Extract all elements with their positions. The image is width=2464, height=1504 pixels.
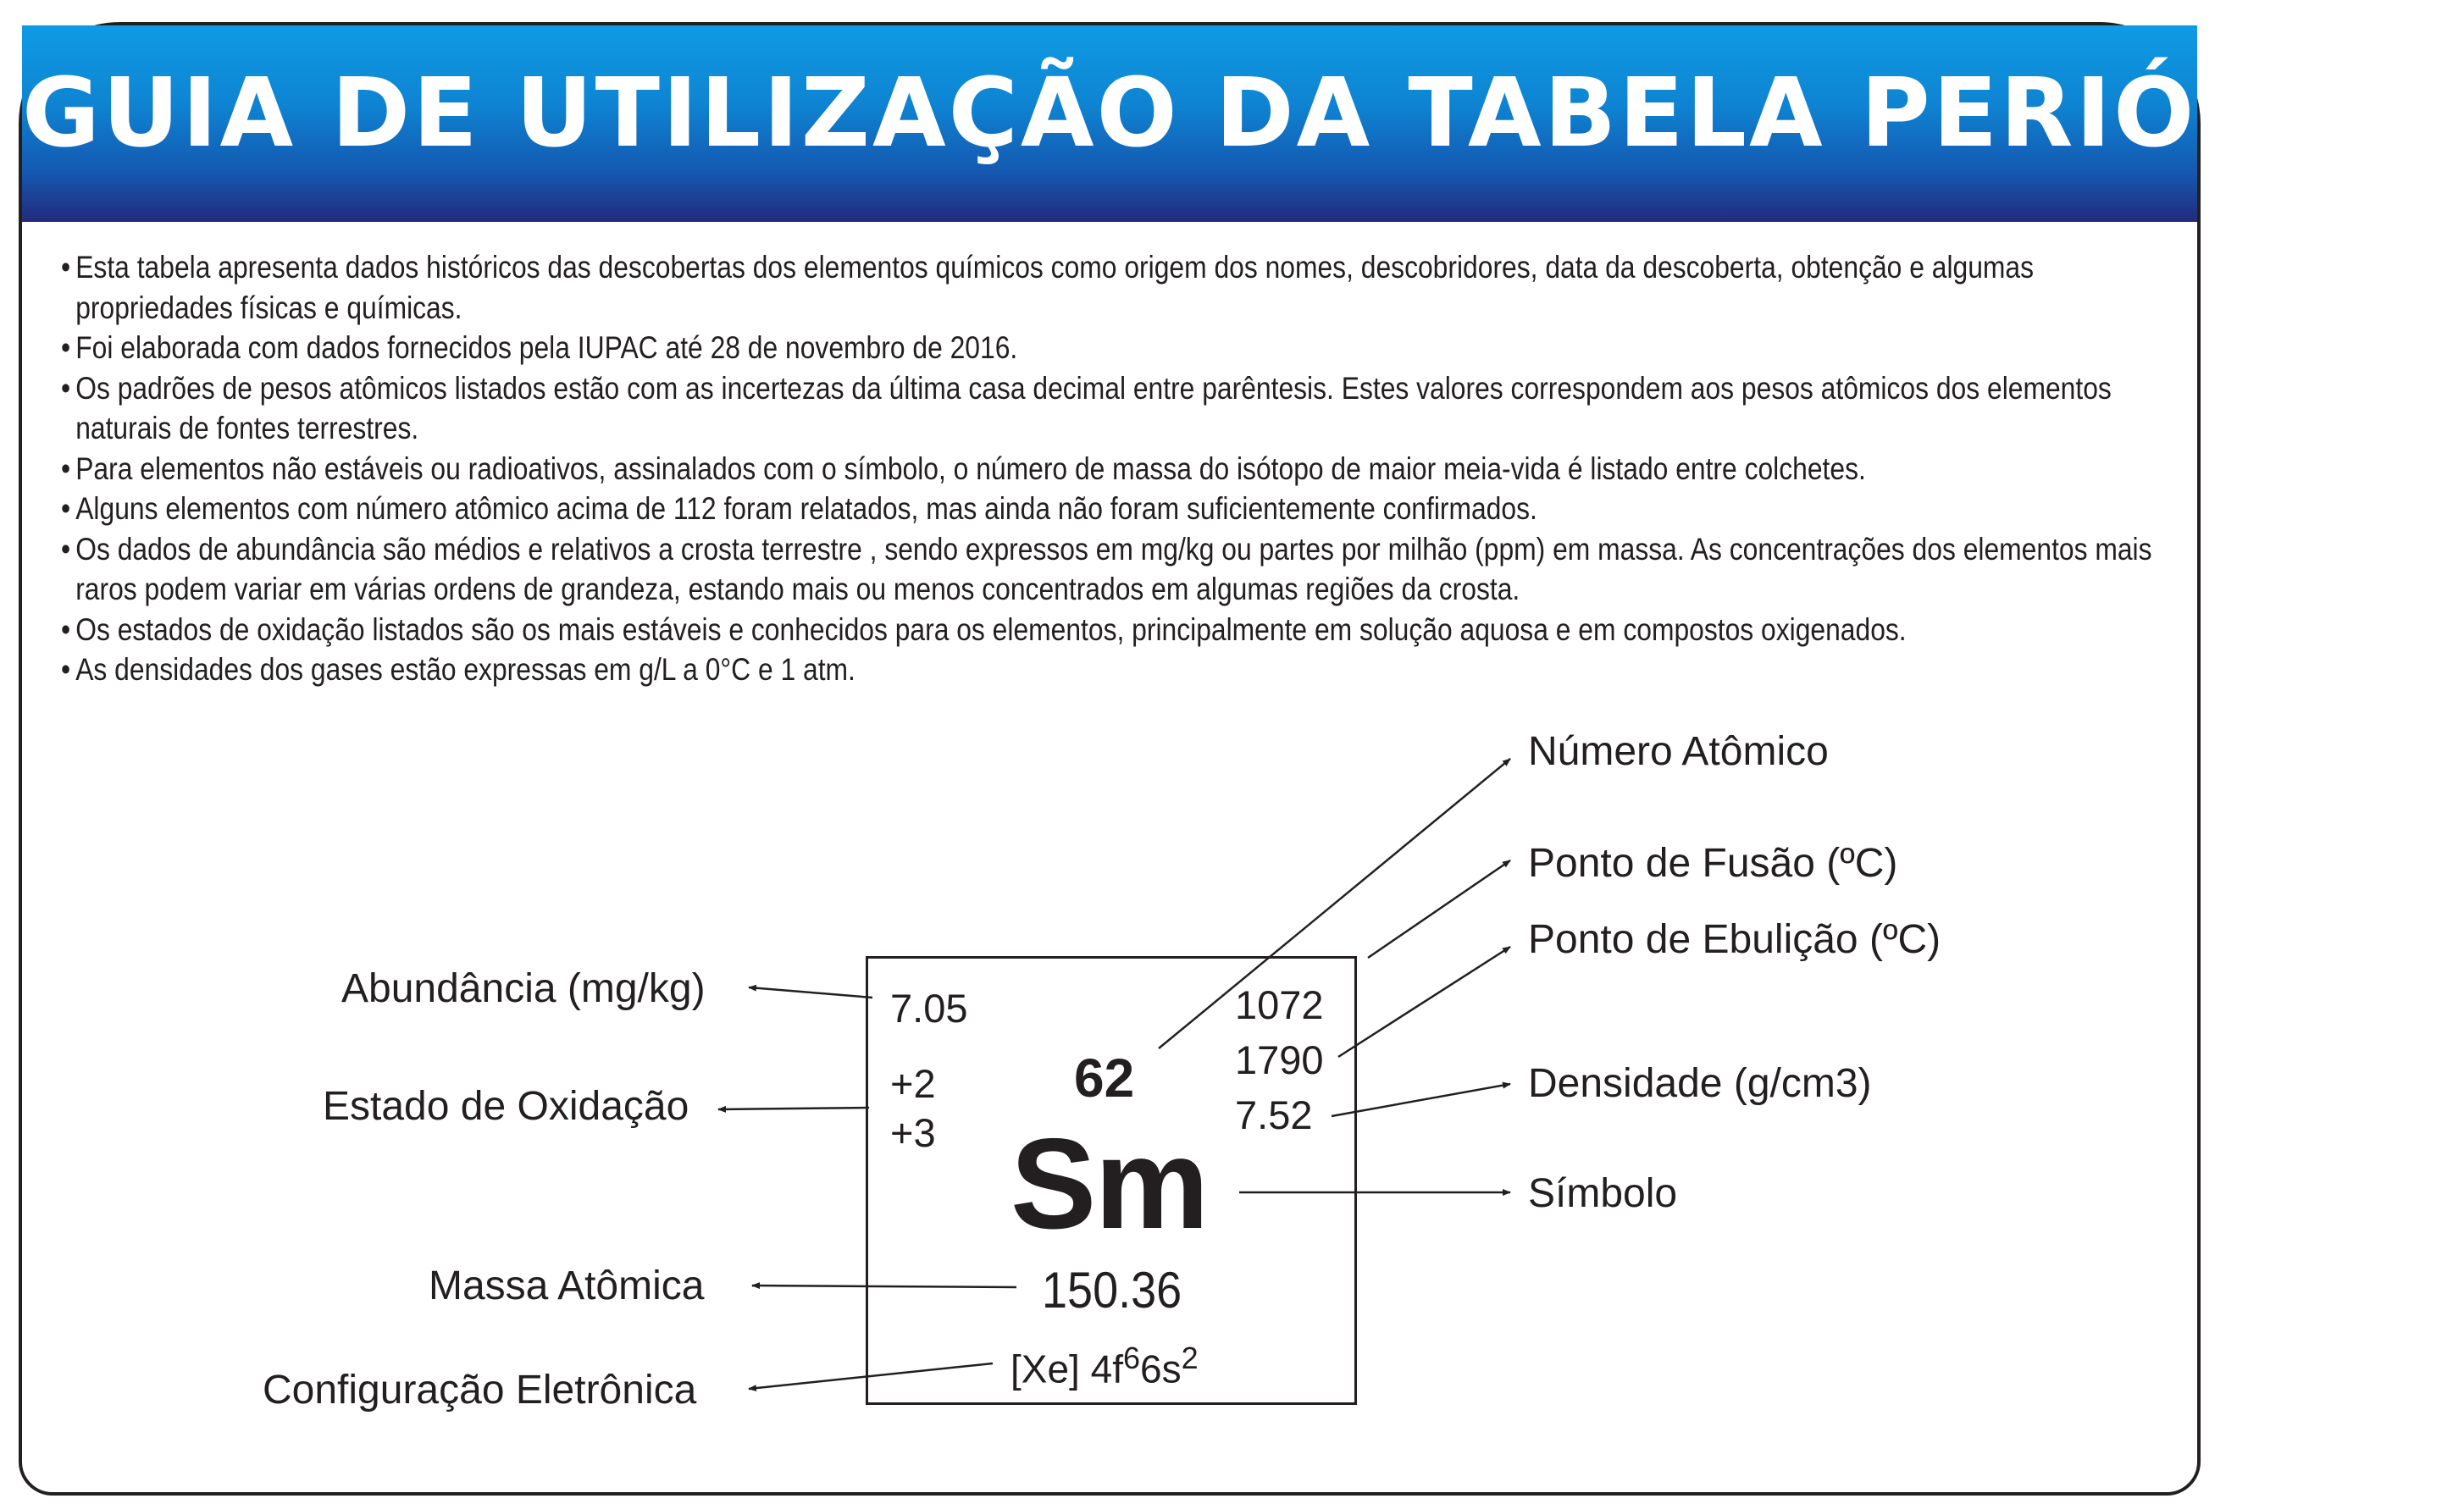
oxidation-state-1: +2 [890, 1061, 936, 1106]
melting-point-value: 1072 [1235, 982, 1324, 1027]
note-item: • Os padrões de pesos atômicos listados estão com as incertezas da última casa decimal entre parêntesis. Estes valores correspondem aos pesos atômicos dos elementos naturais de fontes terrestres. [61, 370, 2112, 445]
intro-notes [61, 247, 2162, 690]
density-value: 7.52 [1235, 1092, 1313, 1137]
atomic-mass-value: 150.36 [1042, 1262, 1182, 1319]
element-symbol: Sm [1011, 1112, 1208, 1256]
label-density: Densidade (g/cm3) [1528, 1061, 1872, 1106]
note-item: • Para elementos não estáveis ou radioativos, assinalados com o símbolo, o número de massa do isótopo de maior meia-vida é listado entre colchetes. [61, 451, 1866, 486]
label-oxidation-state: Estado de Oxidação [323, 1084, 689, 1129]
config-core: [Xe] 4f [1011, 1346, 1123, 1391]
oxidation-state-2: +3 [890, 1110, 936, 1155]
note-text: As densidades dos gases estão expressas em g/L a 0°C e 1 atm. [75, 652, 855, 687]
note-text: Esta tabela apresenta dados históricos das descobertas dos elementos químicos como origem dos nomes, descobridores, data da descoberta, obtenção e algumas propriedades físicas e químicas. [75, 250, 2035, 325]
boiling-point-value: 1790 [1235, 1037, 1324, 1082]
note-item: • Foi elaborada com dados fornecidos pela IUPAC até 28 de novembro de 2016. [61, 330, 1018, 365]
note-text: Os dados de abundância são médios e relativos a crosta terrestre , sendo expressos em mg/kg ou partes por milhão (ppm) em massa. As concentrações dos elementos mais raros podem variar em várias ordens de grandeza, estando mais ou menos concentrados em algumas regiões da crosta. [75, 531, 2152, 606]
label-abundance: Abundância (mg/kg) [341, 966, 706, 1011]
abundance-value: 7.05 [890, 986, 968, 1031]
config-superscript: 6 [1122, 1341, 1140, 1375]
label-melting-point: Ponto de Fusão (ºC) [1528, 841, 1898, 886]
label-atomic-mass: Massa Atômica [429, 1263, 705, 1308]
label-electron-configuration: Configuração Eletrônica [263, 1368, 697, 1413]
note-item: • Esta tabela apresenta dados históricos das descobertas dos elementos químicos como origem dos nomes, descobridores, data da descoberta, obtenção e algumas propriedades físicas e químicas. [61, 250, 2035, 325]
title-banner [22, 25, 2464, 222]
config-superscript: 2 [1181, 1341, 1199, 1375]
note-text: Alguns elementos com número atômico acima de 112 foram relatados, mas ainda não foram suficientemente confirmados. [75, 491, 1537, 526]
electron-configuration-value [1011, 1341, 1199, 1391]
label-symbol: Símbolo [1528, 1171, 1678, 1216]
note-item: • Os estados de oxidação listados são os mais estáveis e conhecidos para os elementos, principalmente em solução aquosa e em compostos oxigenados. [61, 611, 1907, 647]
note-item: • Alguns elementos com número atômico acima de 112 foram relatados, mas ainda não foram suficientemente confirmados. [61, 491, 1537, 526]
note-text: Os padrões de pesos atômicos listados estão com as incertezas da última casa decimal entre parêntesis. Estes valores correspondem aos pesos atômicos dos elementos naturais de fontes terrestres. [75, 370, 2112, 445]
note-item: • Os dados de abundância são médios e relativos a crosta terrestre , sendo expressos em mg/kg ou partes por milhão (ppm) em massa. As concentrações dos elementos mais raros podem variar em várias ordens de grandeza, estando mais ou menos concentrados em algumas regiões da crosta. [61, 531, 2152, 606]
config-orbital: 6s [1140, 1346, 1182, 1391]
element-cell [866, 956, 1357, 1405]
note-text: Foi elaborada com dados fornecidos pela IUPAC até 28 de novembro de 2016. [75, 330, 1018, 365]
note-text: Para elementos não estáveis ou radioativos, assinalados com o símbolo, o número de massa do isótopo de maior meia-vida é listado entre colchetes. [75, 451, 1866, 486]
note-item: • As densidades dos gases estão expressas em g/L a 0°C e 1 atm. [61, 652, 855, 687]
label-boiling-point: Ponto de Ebulição (ºC) [1528, 917, 1941, 962]
label-atomic-number: Número Atômico [1528, 729, 1829, 774]
note-text: Os estados de oxidação listados são os mais estáveis e conhecidos para os elementos, principalmente em solução aquosa e em compostos oxigenados. [75, 611, 1907, 647]
atomic-number-value: 62 [1074, 1048, 1135, 1109]
page-title: GUIA DE UTILIZAÇÃO DA TABELA PERIÓDICA [22, 58, 2464, 169]
